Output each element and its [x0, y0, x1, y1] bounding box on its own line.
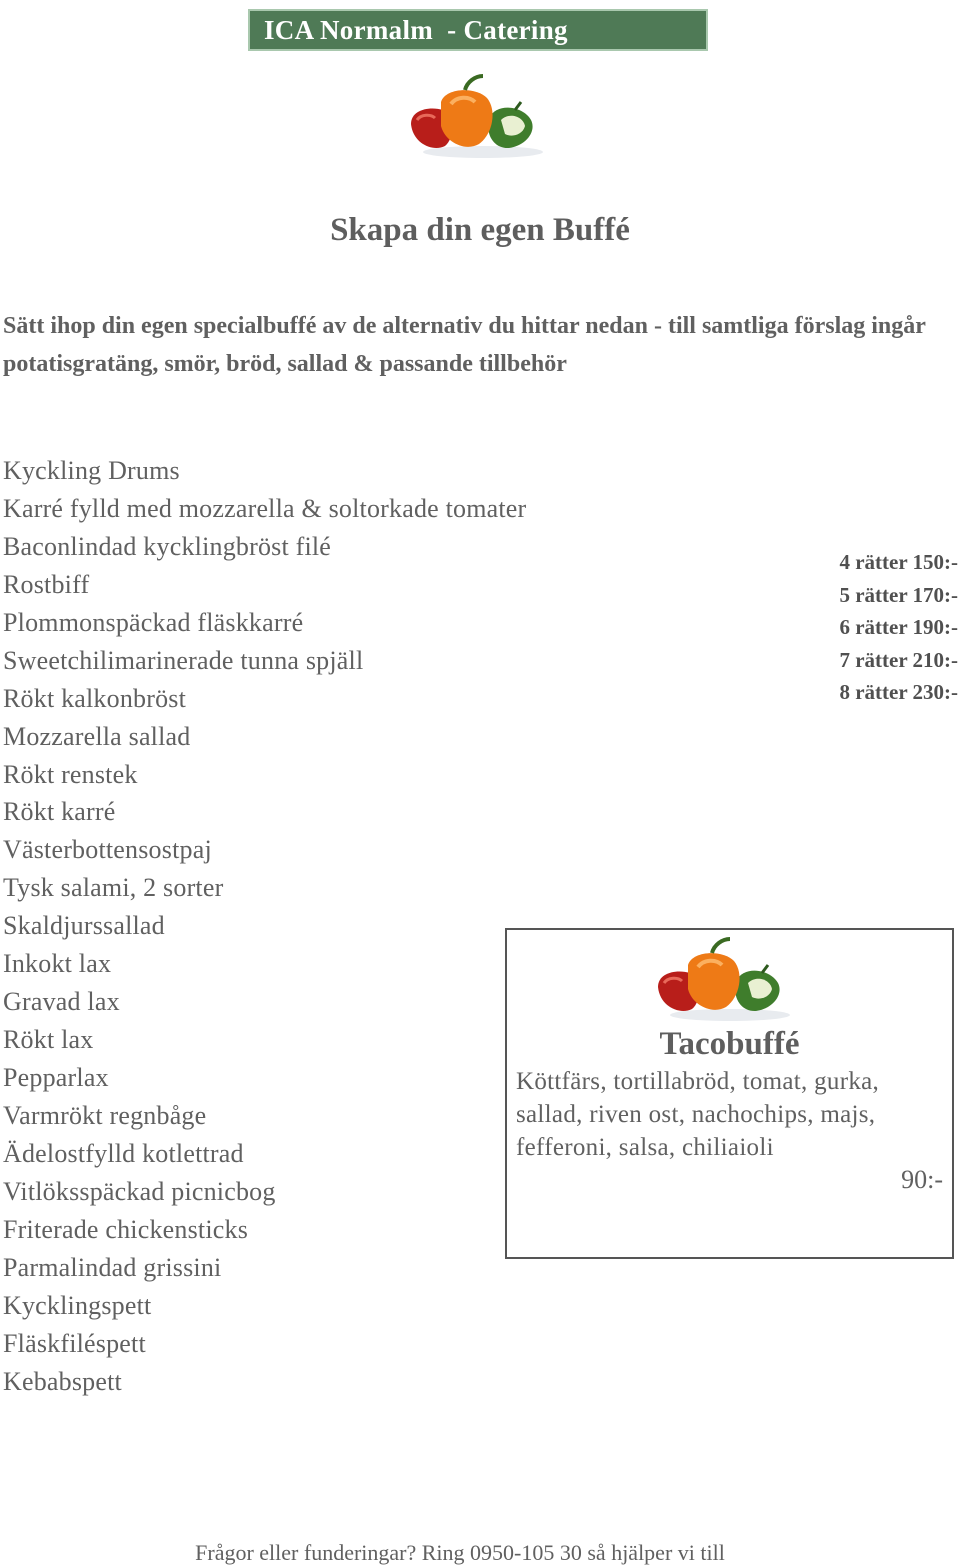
list-item: Gravad lax [3, 987, 120, 1017]
list-item: Sweetchilimarinerade tunna spjäll [3, 645, 364, 675]
list-item: Baconlindad kycklingbröst filé [3, 531, 332, 561]
list-item: Varmrökt regnbåge [3, 1100, 207, 1130]
list-item: Tysk salami, 2 sorter [3, 873, 224, 903]
list-item: Kyckling Drums [3, 456, 180, 485]
list-item: Rostbiff [3, 569, 90, 599]
peppers-icon [405, 72, 555, 162]
dish-list [3, 452, 526, 1400]
price-item: 4 rätter 150:- [839, 550, 958, 574]
price-item: 7 rätter 210:- [839, 647, 958, 672]
list-item: Kebabspett [3, 1366, 122, 1396]
list-item: Karré fylld med mozzarella & soltorkade tomater [3, 493, 527, 523]
list-item: Rökt lax [3, 1025, 94, 1055]
list-item: Pepparlax [3, 1063, 109, 1092]
list-item: Parmalindad grissini [3, 1252, 222, 1282]
list-item: Ädelostfylld kotlettrad [3, 1138, 244, 1168]
list-item: Fläskfiléspett [3, 1328, 146, 1358]
list-item: Mozzarella sallad [3, 721, 191, 751]
price-item: 6 rätter 190:- [839, 615, 958, 639]
list-item: Kycklingspett [3, 1290, 152, 1320]
taco-title: Tacobuffé [659, 1026, 800, 1062]
taco-description: Köttfärs, tortillabröd, tomat, gurka, sallad, riven ost, nachochips, majs, fefferoni, salsa, chiliaioli [516, 1068, 880, 1161]
price-list [839, 546, 958, 709]
list-item: Rökt kalkonbröst [3, 683, 187, 713]
intro-text: Sätt ihop din egen specialbuffé av de alternativ du hittar nedan - till samtliga förslag ingår potatisgratäng, smör, bröd, sallad & passande tillbehör [3, 313, 926, 377]
peppers-icon [652, 935, 802, 1025]
footer-contact: Frågor eller funderingar? Ring 0950-105 30 så hjälper vi till [195, 1540, 725, 1565]
price-item: 5 rätter 170:- [839, 582, 958, 607]
list-item: Rökt karré [3, 797, 116, 827]
banner-title: ICA Normalm - Catering [264, 14, 568, 45]
header-banner [248, 9, 708, 51]
list-item: Västerbottensostpaj [3, 835, 212, 865]
list-item: Vitlöksspäckad picnicbog [3, 1176, 276, 1206]
list-item: Rökt renstek [3, 759, 138, 789]
list-item: Plommonspäckad fläskkarré [3, 607, 304, 637]
list-item: Skaldjurssallad [3, 911, 165, 941]
list-item: Inkokt lax [3, 949, 112, 979]
taco-price: 90:- [901, 1165, 943, 1194]
page-title: Skapa din egen Buffé [330, 212, 630, 248]
list-item: Friterade chickensticks [3, 1214, 249, 1244]
price-item: 8 rätter 230:- [839, 680, 958, 704]
